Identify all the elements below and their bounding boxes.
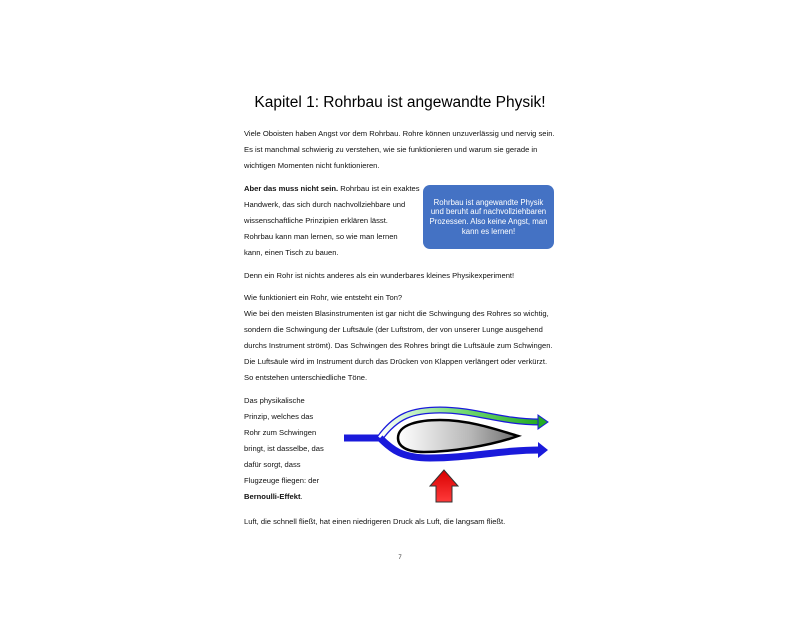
page-number: 7 <box>398 555 402 561</box>
section2-line-1-rest: Rohrbau ist ein exaktes <box>338 184 420 193</box>
section2-line-1 <box>244 184 420 193</box>
page-title: Kapitel 1: Rohrbau ist angewandte Physik! <box>254 94 546 111</box>
intro-line-1: Viele Oboisten haben Angst vor dem Rohrbau. Rohre können unzuverlässig und nervig sein. <box>244 129 555 138</box>
explanation-line-5: So entstehen unterschiedliche Töne. <box>244 373 368 382</box>
bernoulli-line-7 <box>244 492 303 501</box>
bernoulli-line-3: Rohr zum Schwingen <box>244 428 317 437</box>
bernoulli-line-1: Das physikalische <box>244 396 305 405</box>
section2-line-4: Rohrbau kann man lernen, so wie man lernen <box>244 232 398 241</box>
bernoulli-effect-term: Bernoulli-Effekt <box>244 492 301 501</box>
bernoulli-line-5: dafür sorgt, dass <box>244 460 301 469</box>
bernoulli-airfoil-diagram <box>340 402 552 506</box>
explanation-line-4: Die Luftsäule wird im Instrument durch das Drücken von Klappen verlängert oder verkürzt. <box>244 357 548 366</box>
bernoulli-line-6: Flugzeuge fliegen: der <box>244 476 320 485</box>
section2-line-5: kann, einen Tisch zu bauen. <box>244 248 339 257</box>
explanation-line-1: Wie bei den meisten Blasinstrumenten ist gar nicht die Schwingung des Rohres so wichtig, <box>244 309 549 318</box>
section2-bold-start: Aber das muss nicht sein. <box>244 184 339 193</box>
bernoulli-line-4: bringt, ist dasselbe, das <box>244 444 324 453</box>
callout-box <box>423 185 554 249</box>
section2-line-3: wissenschaftliche Prinzipien erklären lässt. <box>244 216 388 225</box>
section2-line-2: Handwerk, das sich durch nachvollziehbare und <box>244 200 406 209</box>
pressure-arrow <box>430 470 458 502</box>
question-line: Wie funktioniert ein Rohr, wie entsteht ein Ton? <box>244 293 403 302</box>
upper-airflow-arrowhead <box>538 415 548 429</box>
airfoil-shape <box>398 420 518 452</box>
lower-airflow-arrowhead <box>538 442 548 458</box>
bernoulli-line-2: Prinzip, welches das <box>244 412 314 421</box>
explanation-line-3: durchs Instrument strömt). Das Schwingen des Rohres bringt die Luftsäule zum Schwingen. <box>244 341 553 350</box>
intro-line-3: wichtigen Momenten nicht funktionieren. <box>244 161 380 170</box>
explanation-line-2: sondern die Schwingung der Luftsäule (der Luftstrom, der von unserer Lunge ausgehend <box>244 325 543 334</box>
callout-text: Rohrbau ist angewandte Physik und beruht auf nachvollziehbaren Prozessen. Also keine Angst, man kann es lernen! <box>429 197 548 236</box>
physics-line: Denn ein Rohr ist nichts anderes als ein wunderbares kleines Physikexperiment! <box>244 271 515 280</box>
final-line: Luft, die schnell fließt, hat einen niedrigeren Druck als Luft, die langsam fließt. <box>244 517 506 526</box>
bernoulli-period: . <box>300 492 303 501</box>
intro-line-2: Es ist manchmal schwierig zu verstehen, wie sie funktionieren und warum sie gerade in <box>244 145 538 154</box>
